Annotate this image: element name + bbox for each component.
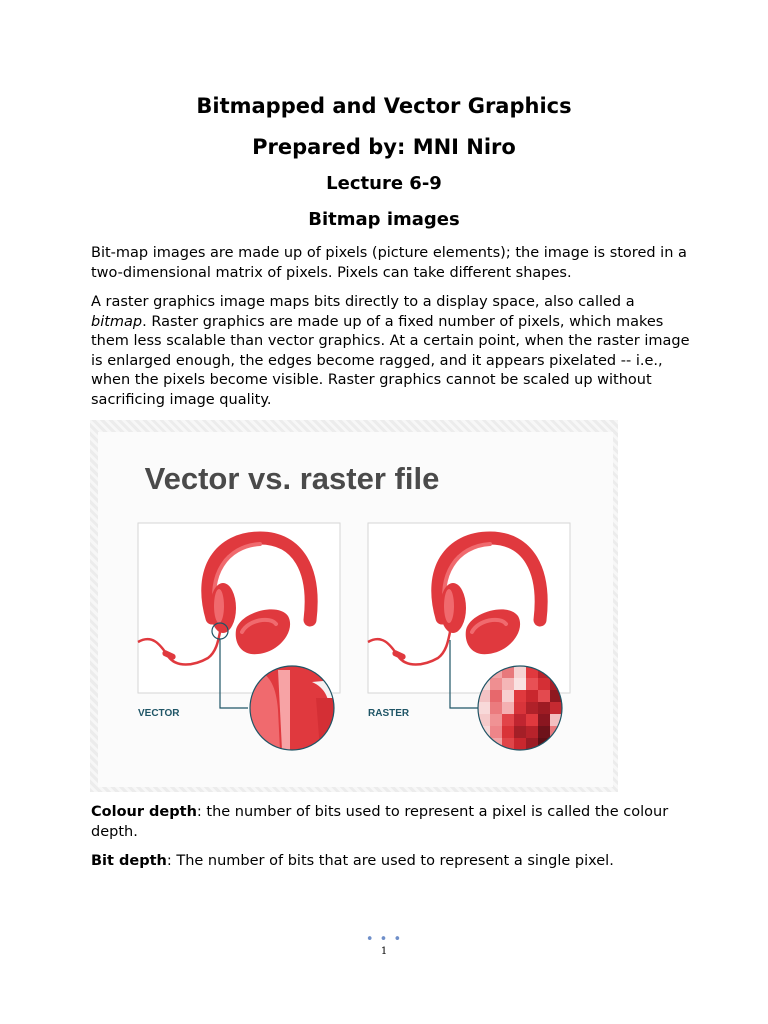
footer-dots: • • • (365, 932, 403, 947)
vector-panel (138, 523, 340, 750)
paragraph-bitmap-intro: Bit-map images are made up of pixels (picture elements); the image is stored in a two-dimensional matrix of pixels. Pixels can take different shapes. (91, 245, 687, 281)
paragraph-raster-description (91, 293, 691, 411)
author-line: Prepared by: MNI Niro (252, 135, 516, 159)
figure-heading: Vector vs. raster file (144, 461, 440, 496)
lecture-heading: Lecture 6-9 (326, 173, 442, 194)
definition-term: Bit depth (91, 853, 167, 869)
definition-bit-depth (91, 852, 691, 872)
definition-colour-depth (91, 803, 691, 842)
figure-illustration (90, 420, 618, 792)
zoom-circle-vector (250, 666, 334, 750)
document-title: Bitmapped and Vector Graphics (196, 94, 572, 118)
paragraph-text-part: . Raster graphics are made up of a fixed number of pixels, which makes them less scalable than vector graphics. At a certain point, when the raster image is enlarged enough, the edges become ragged, and it appears pixelated -- i.e., when the pixels become visible. Raster graphics cannot be scaled up without sacrificing image quality. (91, 313, 690, 408)
italic-term-bitmap: bitmap (91, 313, 143, 330)
raster-label: RASTER (368, 708, 410, 719)
definition-term: Colour depth (91, 804, 197, 820)
vector-vs-raster-figure (90, 420, 618, 792)
vector-label: VECTOR (138, 708, 180, 719)
paragraph-text-part: A raster graphics image maps bits directly to a display space, also called a (91, 294, 635, 310)
definition-text: : The number of bits that are used to represent a single pixel. (166, 853, 614, 869)
page-number: 1 (380, 946, 388, 957)
section-heading: Bitmap images (308, 209, 460, 230)
definition-text: : the number of bits used to represent a pixel is called the colour depth. (91, 804, 669, 840)
zoom-circle-raster (478, 666, 562, 750)
raster-panel (368, 523, 570, 750)
